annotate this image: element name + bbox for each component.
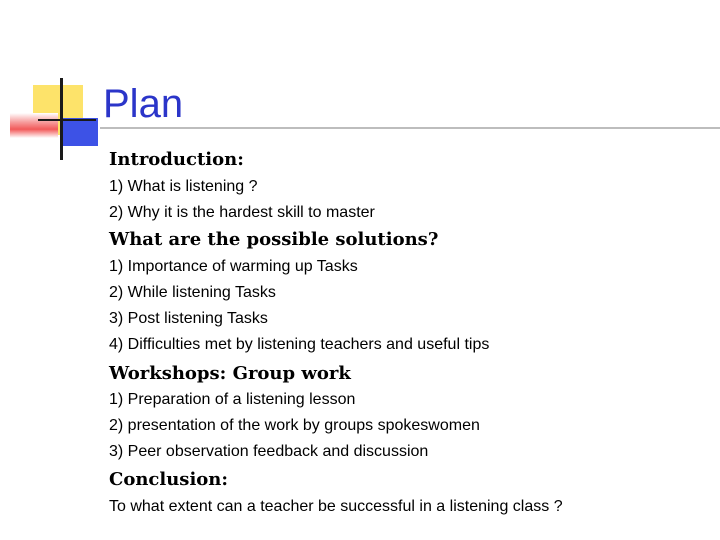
list-item: 1) Preparation of a listening lesson (109, 391, 356, 408)
list-item: 2) Why it is the hardest skill to master (109, 204, 375, 221)
list-item: 1) Importance of warming up Tasks (109, 258, 358, 275)
list-item: 2) presentation of the work by groups spokeswomen (109, 417, 480, 434)
section-heading-workshops: Workshops: Group work (109, 363, 351, 384)
red-bar (10, 113, 58, 138)
slide-title: Plan (103, 82, 184, 126)
section-heading-solutions: What are the possible solutions? (109, 229, 439, 250)
list-item: 3) Peer observation feedback and discussion (109, 443, 429, 460)
list-item: 2) While listening Tasks (109, 284, 276, 301)
section-heading-conclusion: Conclusion: (109, 469, 229, 490)
list-item: 4) Difficulties met by listening teachers and useful tips (109, 336, 490, 353)
solutions-list (109, 254, 489, 358)
list-item: 3) Post listening Tasks (109, 310, 268, 327)
horizontal-rule-dark (38, 119, 96, 121)
title-underline (100, 127, 720, 129)
section-heading-introduction: Introduction: (109, 149, 244, 170)
introduction-list (109, 174, 375, 226)
workshops-list (109, 387, 480, 465)
list-item: To what extent can a teacher be successful in a listening class ? (109, 498, 563, 515)
blue-square (62, 118, 98, 146)
conclusion-list (109, 494, 563, 520)
list-item: 1) What is listening ? (109, 178, 258, 195)
